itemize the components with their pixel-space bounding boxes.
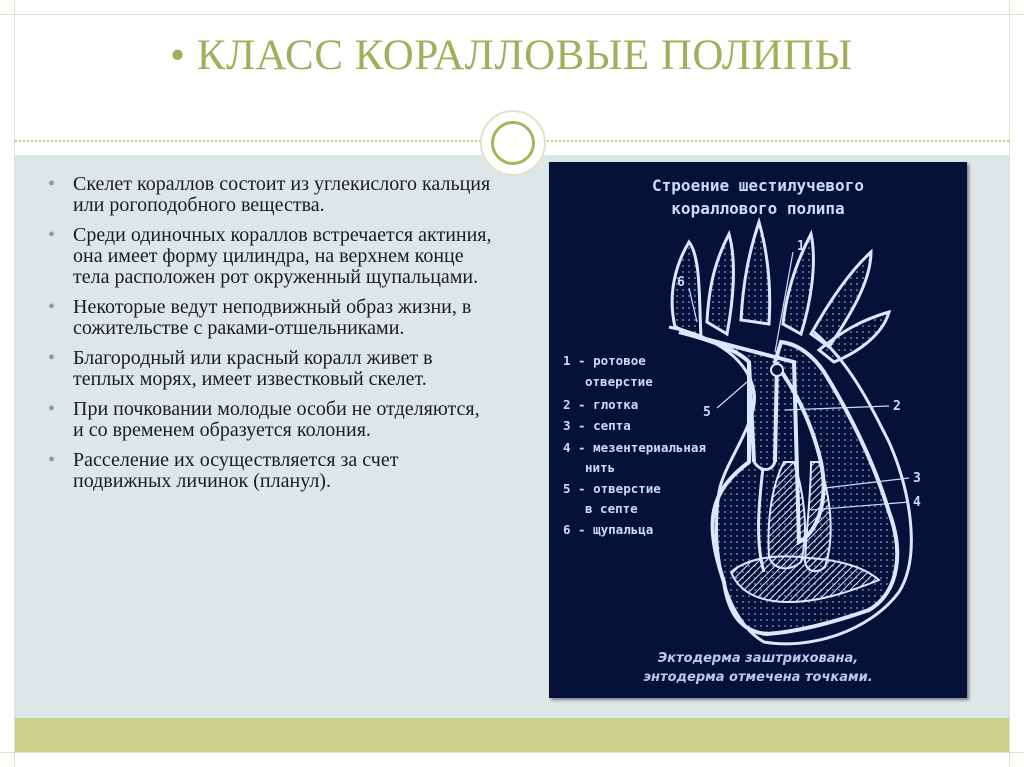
bullet-dot-icon: • xyxy=(48,224,56,246)
coral-polyp-diagram xyxy=(549,162,967,698)
bullet-text: Среди одиночных кораллов встречается актиния, она имеет форму цилиндра, на верхнем конце тела расположен рот окруженный щупальцами. xyxy=(73,224,492,288)
bullet-item xyxy=(48,348,493,390)
bullet-item xyxy=(48,174,493,216)
diagram-caption-line2: энтодерма отмечена точками. xyxy=(643,670,873,685)
legend-line: отверстие xyxy=(585,374,653,389)
diagram-legend xyxy=(563,353,706,537)
legend-line: 2 - глотка xyxy=(563,397,639,412)
bullet-dot-icon: • xyxy=(48,347,56,369)
legend-line: 5 - отверстие xyxy=(563,481,661,496)
bullet-item xyxy=(48,225,493,288)
frame-right-line xyxy=(1009,0,1010,767)
diagram-title-line1: Строение шестилучевого xyxy=(652,176,864,195)
legend-line: 6 - щупальца xyxy=(563,522,654,537)
bullet-item xyxy=(48,450,493,492)
footer-band xyxy=(15,718,1009,752)
bullet-text: Некоторые ведут неподвижный образ жизни, в сожительстве с раками-отшельниками. xyxy=(73,296,472,339)
callout-1: 1 xyxy=(797,239,805,254)
bullet-text: Расселение их осуществляется за счет подвижных личинок (планул). xyxy=(73,449,399,492)
slide-title: • КЛАСС КОРАЛЛОВЫЕ ПОЛИПЫ xyxy=(170,32,853,79)
bullet-text: При почковании молодые особи не отделяются, и со временем образуется колония. xyxy=(73,398,480,441)
callout-6: 6 xyxy=(677,275,685,290)
callout-4: 4 xyxy=(913,495,921,510)
legend-line: 1 - ротовое xyxy=(563,353,646,368)
legend-line: 3 - септа xyxy=(563,418,631,433)
legend-line: 4 - мезентериальная xyxy=(563,440,706,455)
callout-5: 5 xyxy=(703,405,711,420)
bullet-dot-icon: • xyxy=(48,296,56,318)
frame-bottom-line xyxy=(0,752,1024,753)
diagram-caption-line1: Эктодерма заштрихована, xyxy=(657,651,859,666)
bullet-dot-icon: • xyxy=(48,449,56,471)
bullet-text: Благородный или красный коралл живет в теплых морях, имеет известковый скелет. xyxy=(73,347,433,390)
bullet-text: Скелет кораллов состоит из углекислого кальция или рогоподобного вещества. xyxy=(73,173,491,216)
bullet-list xyxy=(48,174,493,501)
polyp-illustration xyxy=(549,162,967,698)
bullet-item xyxy=(48,399,493,441)
diagram-title-line2: кораллового полипа xyxy=(671,199,845,218)
legend-line: нить xyxy=(585,460,616,475)
legend-line: в септе xyxy=(585,501,638,516)
callout-3: 3 xyxy=(913,471,921,486)
callout-2: 2 xyxy=(893,399,901,414)
bullet-dot-icon: • xyxy=(48,173,56,195)
decorative-ring-icon xyxy=(480,110,546,176)
oral-opening-icon xyxy=(771,364,783,376)
bullet-dot-icon: • xyxy=(48,398,56,420)
bullet-item xyxy=(48,297,493,339)
